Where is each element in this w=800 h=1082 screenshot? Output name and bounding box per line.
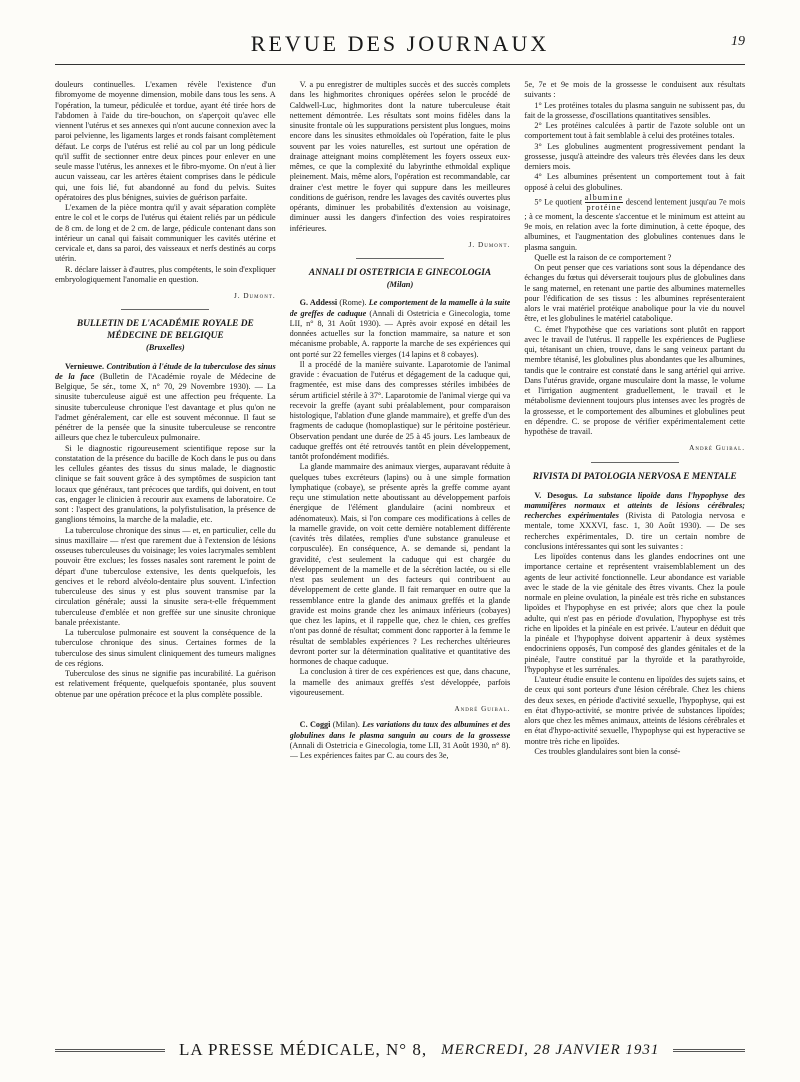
issue-date: MERCREDI, 28 JANVIER 1931	[441, 1041, 660, 1058]
article-author: Vernieuwe.	[65, 361, 105, 371]
paragraph: L'examen de la pièce montra qu'il y avait séparation complète entre le col et le corps de l'utérus qui étaient reliés par un pédicule de 8 cm. de long et de 2 cm. de large, pédicule contenant dans son intérieur un canal qui faisait communiquer les cavités utérine et cervicale et, dans sa paroi, des vaisseaux et nerfs destinés au corps utérin.	[55, 203, 276, 264]
page-footer	[55, 1040, 745, 1060]
fraction-numerator: albumine	[584, 192, 624, 202]
result-label: 5° Le quotient	[534, 197, 583, 207]
paragraph: Les lipoïdes contenus dans les glandes endocrines ont une importance certaine et représentent vraisemblablement un des agents de leur activité fonctionnelle. Leur abondance est variable avec le stade de la vie génitale des êtres vivants. Chez la poule normale en pleine ovulation, la pinéale est très riche en substances lipoïdes et l'hypophyse en est privée; alors que chez la poule adulte, qui n'est pas en période d'ovulation, l'hypophyse est très riche en lipoïdes et la pinéale en est privée. L'auteur en déduit que la pinéale et l'hypophyse doivent appartenir à deux systèmes endocriniens opposés, l'un composé des glandes génitales et de la pinéale, l'autre constitué par la thyroïde et la parathyroïde, l'hypophyse et les surrénales.	[524, 552, 745, 674]
paragraph: 5e, 7e et 9e mois de la grossesse le conduisent aux résultats suivants :	[524, 80, 745, 100]
author-signature: André Guibal.	[454, 705, 511, 713]
article-title: Contribution à l'étude de la tuberculose des sinus de la face	[55, 361, 276, 381]
article-reference: (Annali di Ostetricia e Ginecologia, tome LII, n° 8, 31 Août 1930). — Après avoir exposé en détail les données actuelles sur la fonction mammaire, sa nature et son mécanisme probable, A. rapporte la marche de ses expériences qui ont porté sur 22 femelles vierges (14 lapins et 8 cobayes).	[289, 308, 511, 359]
paragraph: Il a procédé de la manière suivante. Laparotomie de l'animal gravide : évacuation de l'utérus et dégagement de la caduque qui, fragmentée, est mise dans des compresses stériles imbibées de sérum artificiel stérile à 37°. Laparotomie de l'animal vierge qui va recevoir la greffe (ayant subi préalablement, pour comparaison histologique, l'ablation d'une glande mammaire), et greffe d'un des fragments de caduque (homoplastique) sur le péritoine postérieur. Observation pendant une durée de 25 à 45 jours. Les lambeaux de caduque greffés ont été retrouvés tantôt en plein développement, tantôt profondément modifiés.	[289, 359, 511, 461]
article-city: (Rome).	[339, 298, 367, 308]
page-number: 19	[731, 34, 745, 49]
article-reference: (Annali di Ostetricia e Ginecologia, tome LII, 31 Août 1930, n° 8). — Les expériences faites par C. au cours des 3e,	[289, 740, 511, 760]
paragraph: La conclusion à tirer de ces expériences est que, dans chacune, la mamelle des animaux greffés s'est développée, parfois vigoureusement.	[289, 667, 511, 697]
author-signature: J. Dumont.	[468, 240, 511, 249]
paragraph: douleurs continuelles. L'examen révèle l'existence d'un fibromyome de moyenne dimension, mobile dans tous les sens. A l'opération, la tumeur, pédiculée et tordue, ayant été tirée hors de l'abdomen à l'aide du tire-bouchon, on s'aperçoit qu'avec elle viennent l'utérus et ses annexes qui n'ont aucune connexion avec la paroi pelvienne, les ligaments larges et ronds faisant complètement défaut. Le corps de l'utérus est relié au col par un long pédicule qu'il suffit de sectionner entre deux pinces pour enlever en une seule masse l'utérus, les annexes et le fibro-myome. On n'eut à lier aucun vaisseau, car les artères étaient comprises dans le pédicule qui, une fois lié, fut abandonné au fond du pelvis. Suites opératoires des plus bénignes, suivies de guérison parfaite.	[55, 80, 276, 202]
divider	[591, 462, 679, 463]
fraction	[585, 193, 623, 212]
result-item: 4° Les albumines présentent un comportement tout à fait opposé à celui des globulines.	[524, 172, 745, 192]
paragraph: R. déclare laisser à d'autres, plus compétents, le soin d'expliquer embryologiquement l'anomalie en question.	[55, 264, 276, 284]
section-title: ANNALI DI OSTETRICIA E GINECOLOGIA	[308, 268, 492, 278]
paragraph: Ces troubles glandulaires sont bien la consé-	[534, 746, 681, 756]
article-title: Les variations du taux des albumines et des globulines dans le plasma sanguin au cours de la grossesse	[289, 720, 511, 740]
paragraph: L'auteur étudie ensuite le contenu en lipoïdes des sujets sains, et de ceux qui sont porteurs d'une lésion cérébrale. Chez les chiens des deux sexes, en période d'activité sexuelle, l'hypophyse, qui est en état d'hypo-activité, se montre privée de substances lipoïdes; alors que chez les mêmes animaux, atteints de lésions cérébrales et en état d'hypo-activité sexuelle, l'hypophyse qui est hyperactive se montre très riche en lipoïdes.	[524, 675, 745, 746]
article-title: Le comportement de la mamelle à la suite de greffes de caduque	[289, 298, 511, 318]
paragraph: La glande mammaire des animaux vierges, auparavant réduite à quelques tubes excréteurs (lapins) ou à une simple formation lymphatique (cobaye), se présente après la greffe comme ayant reçu une stimulation nette aboutissant au développement parfois énergique de l'élément glandulaire (acini nombreux et adénomateux). Mais, si l'on compare ces modifications à celles de la mamelle gravide, on voit cette dernière notablement différente (cavités très dilatées, remplies d'une substance granuleuse et corpusculée). En conséquence, A. se demande si, pendant la gravidité, c'est seulement la caduque qui est chargée du développement de la mamelle et de la sécrétion lactée, ou si elle n'est pas seulement un des facteurs qui contribuent au développement de cette glande. Il fait remarquer en outre que la ressemblance entre la glande des animaux greffés et la glande gravide est moins grande chez les animaux inférieurs (cobayes) que chez les lapins, et il rappelle que, chez le chien, ces greffes n'ont pas donné de résultat; comment donc rapporter à la femme le résultat de semblables expériences ? Les recherches ultérieures devront porter sur la détermination qualitative et quantitative des hormones de chaque caduque.	[289, 462, 511, 666]
journal-name: LA PRESSE MÉDICALE, N° 8,	[179, 1040, 428, 1059]
paragraph: On peut penser que ces variations sont sous la dépendance des échanges du fœtus qui déverserait toujours plus de globulines dans le sang maternel, en retenant une partie des albumines maternelles pour l'édification de ses tissus : les albumines représenteraient alors le vrai matériel protéique anabolique pour la vie du nouvel être, et les globulines le matériel catabolique.	[524, 263, 745, 324]
paragraph: V. a pu enregistrer de multiples succès et des succès complets dans les highmorites chroniques opérées selon le procédé de Caldwell-Luc, highmorites dont la nature tuberculeuse était nettement démontrée. Les résultats sont moins fidèles dans la sinusite frontale où les suppurations persistent plus longues, moins encore dans les sinusites ethmoïdales où l'opération, faite le plus souvent par les voies naturelles, est surtout une opération de drainage atteignant moins complètement les foyers osseux eux-mêmes, ce que la complexité du labyrinthe ethmoïdal explique pleinement. Mais, même alors, l'opération est recommandable, car drainer c'est mettre le foyer qui suppure dans les meilleures conditions de guérison, rendre les lavages des cavités ouvertes plus opérants, diminuer les probabilités d'extension au voisinage, diminuer aussi les dangers d'infection des voies respiratoires inférieures.	[289, 80, 511, 233]
paragraph: La tuberculose chronique des sinus — et, en particulier, celle du sinus maxillaire — n'est que rarement due à l'extension de lésions osseuses tuberculeuses du voisinage; les voies lacrymales semblent pouvoir être exclues; les fosses nasales sont rarement le point de départ d'une tuberculose extensive, les dents quelquefois, les gencives et le rebord alvéolo-dentaire plus souvent. L'infection tuberculeuse des sinus y est plus souvent transmise par la circulation générale; aussi la sinusite sera-t-elle fréquemment tuberculeuse d'emblée et non greffée sur une sinusite chronique banale préexistante.	[55, 525, 276, 627]
running-title: REVUE DES JOURNAUX	[250, 31, 550, 56]
result-text: descend lentement jusqu'au 7e mois ; à ce moment, la descente s'accentue et le minimum est atteint au 9e mois, en relation avec la forte diminution, à cette époque, des albumines, et l'augmentation des globulines contenues dans le plasma sanguin.	[524, 197, 745, 252]
divider	[121, 309, 209, 310]
paragraph: Si le diagnostic rigoureusement scientifique repose sur la constatation de la présence du bacille de Koch dans le pus ou dans les cellules géantes des tissus du sinus malade, le diagnostic clinique se fait souvent grâce à des symptômes de suspicion tant locaux que généraux, tant précoces que tardifs, qui doivent, en tout cas, engager le clinicien à recourir aux examens de laboratoire. Ce sont : l'aspect des granulations, la polyfistulisation, la présence de ganglions témoins, la marche de la maladie, etc.	[55, 443, 276, 525]
result-item: 3° Les globulines augmentent progressivement pendant la grossesse, jusqu'à atteindre des valeurs très élevées dans les deux derniers mois.	[524, 141, 745, 171]
divider	[356, 258, 444, 259]
article-reference: (Bulletin de l'Académie royale de Médecine de Belgique, 5e sér., tome X, n° 70, 29 Novembre 1930). — La sinusite tuberculeuse aiguë est une affection peu fréquente. La sinusite tuberculeuse chronique l'est davantage et plus qu'on ne l'admet généralement, car elle est souvent méconnue. Il faut se pénétrer de la pensée que la sinusite tuberculeuse se rencontre ailleurs que chez le tuberculeux pulmonaire.	[55, 371, 276, 443]
section-location: (Bruxelles)	[146, 343, 185, 353]
article-entry	[524, 491, 745, 553]
footer-rule-right	[673, 1049, 745, 1052]
paragraph: Tuberculose des sinus ne signifie pas incurabilité. La guérison est relativement fréquente, quelquefois spontanée, plus souvent obtenue par une opération précoce et la plus complète possible.	[55, 669, 276, 699]
paragraph: La tuberculose pulmonaire est souvent la conséquence de la tuberculose chronique des sinus. Certaines formes de la tuberculose des sinus simulent cliniquement des tumeurs malignes de ces régions.	[55, 628, 276, 668]
article-author: C. Coggi	[299, 720, 331, 730]
column-3	[524, 80, 745, 1025]
author-signature: J. Dumont.	[233, 292, 276, 300]
article-author: G. Addessi	[299, 298, 338, 308]
article-entry	[55, 362, 276, 444]
paragraph: C. émet l'hypothèse que ces variations sont plutôt en rapport avec le travail de l'utérus. Il rappelle les expériences de Pugliese qui, tétanisant un chien, trouve, dans le sang veineux partant du membre tétanisé, les globulines plus abondantes que les albumines, tandis que le contraire est constaté dans le sang artériel qui arrive. Dans l'utérus gravide, organe musculaire dont la masse, le volume et l'irrigation augmentent graduellement, le travail et le métabolisme deviennent toujours plus intenses avec les progrès de la grossesse, et le comportement des albumines et globulines peut en dépendre. C. se propose de vérifier expérimentalement cette hypothèse de travail.	[524, 324, 745, 436]
footer-rule-left	[55, 1049, 165, 1052]
column-2	[290, 80, 511, 1025]
article-columns	[55, 80, 745, 1025]
article-city: (Milan).	[332, 720, 360, 730]
article-title: La substance lipoïde dans l'hypophyse des mammifères normaux et atteints de lésions cérébrales; recherches expérimentales	[524, 490, 745, 520]
article-reference: (Rivista di Patologia nervosa e mentale, tome XXXVI, fasc. 1, 30 Août 1930). — De ses recherches expérimentales, D. tire un certain nombre de conclusions intéressantes qui sont les suivantes :	[524, 511, 745, 551]
article-entry	[290, 720, 511, 761]
result-item	[524, 193, 745, 253]
section-title: RIVISTA DI PATOLOGIA NERVOSA E MENTALE	[532, 471, 737, 482]
section-location: (Milan)	[386, 280, 414, 289]
article-entry	[290, 298, 511, 360]
author-signature: André Guibal.	[689, 444, 745, 453]
paragraph: Quelle est la raison de ce comportement ?	[534, 252, 672, 262]
result-item: 2° Les protéines calculées à partir de l'azote soluble ont un comportement tout à fait semblable à celui des protéines totales.	[524, 121, 745, 141]
page-header	[55, 24, 745, 65]
fraction-denominator: protéine	[586, 202, 622, 212]
column-1	[55, 80, 276, 1025]
article-author: V. Desogus.	[534, 490, 578, 500]
section-title: BULLETIN DE L'ACADÉMIE ROYALE DE MÉDECINE DE BELGIQUE	[76, 319, 254, 342]
result-item: 1° Les protéines totales du plasma sanguin ne subissent pas, du fait de la grossesse, d'oscillations quantitatives sensibles.	[524, 100, 745, 120]
